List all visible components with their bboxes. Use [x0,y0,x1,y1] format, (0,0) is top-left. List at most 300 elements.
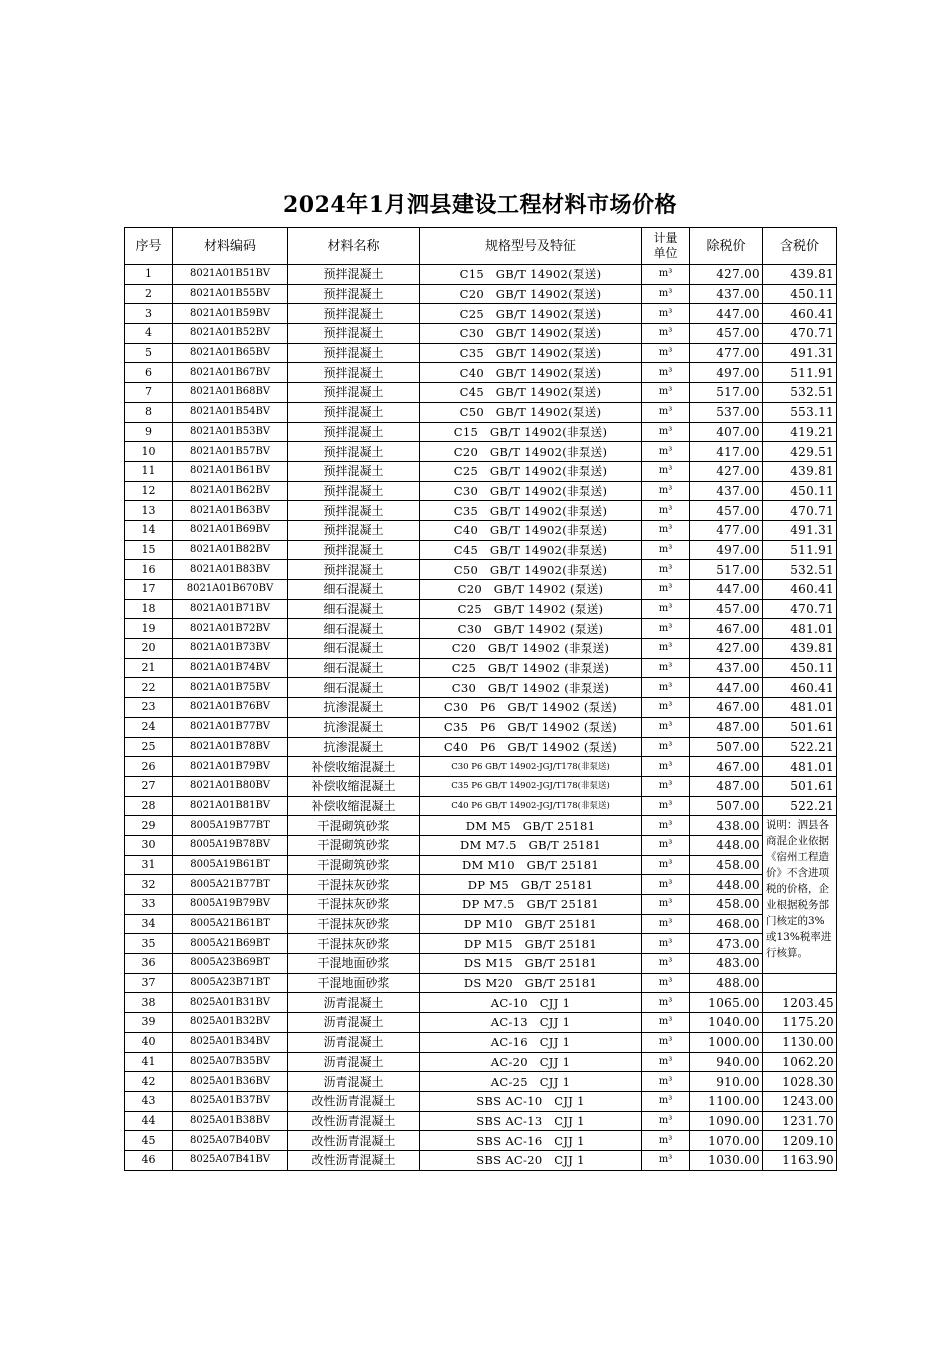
material-name: 预拌混凝土 [288,304,420,324]
row-index: 27 [125,776,173,796]
price-inc-tax: 429.51 [763,442,837,462]
material-spec: C40 P6 GB/T 14902 (泵送) [420,737,642,757]
unit: m³ [642,757,690,777]
material-spec: C45 GB/T 14902(泵送) [420,383,642,403]
material-code: 8021A01B670BV [173,580,288,600]
table-row [125,737,837,757]
material-spec: SBS AC-13 CJJ 1 [420,1111,642,1131]
unit: m³ [642,501,690,521]
price-inc-tax: 511.91 [763,540,837,560]
price-ex-tax: 1090.00 [690,1111,763,1131]
unit: m³ [642,461,690,481]
table-row [125,1072,837,1092]
material-code: 8005A19B77BT [173,816,288,836]
price-ex-tax: 447.00 [690,678,763,698]
material-spec: C25 GB/T 14902(泵送) [420,304,642,324]
price-ex-tax: 497.00 [690,540,763,560]
row-index: 28 [125,796,173,816]
table-row [125,560,837,580]
price-ex-tax: 427.00 [690,461,763,481]
unit: m³ [642,993,690,1013]
row-index: 30 [125,835,173,855]
price-inc-tax: 1130.00 [763,1032,837,1052]
material-name: 沥青混凝土 [288,1052,420,1072]
table-row [125,1131,837,1151]
row-index: 25 [125,737,173,757]
row-index: 19 [125,619,173,639]
price-inc-tax: 501.61 [763,776,837,796]
header-name: 材料名称 [288,228,420,265]
header-code: 材料编码 [173,228,288,265]
table-row [125,481,837,501]
table-row [125,580,837,600]
price-ex-tax: 437.00 [690,658,763,678]
material-code: 8021A01B59BV [173,304,288,324]
row-index: 20 [125,639,173,659]
material-spec: C40 P6 GB/T 14902-JGJ/T178(非泵送) [420,796,642,816]
row-index: 35 [125,934,173,954]
price-inc-tax: 501.61 [763,717,837,737]
material-name: 细石混凝土 [288,639,420,659]
material-code: 8021A01B77BV [173,717,288,737]
table-row [125,895,837,915]
material-spec: DM M5 GB/T 25181 [420,816,642,836]
row-index: 1 [125,265,173,285]
price-ex-tax: 910.00 [690,1072,763,1092]
material-name: 细石混凝土 [288,678,420,698]
price-ex-tax: 457.00 [690,501,763,521]
row-index: 31 [125,855,173,875]
price-inc-tax: 522.21 [763,737,837,757]
unit: m³ [642,1091,690,1111]
price-inc-tax: 532.51 [763,383,837,403]
table-row [125,717,837,737]
pricing-note: 说明：泗县各商混企业依据《宿州工程造价》不含进项税的价格，企业根据税务部门核定的3%或13%税率进行核算。 [763,816,837,974]
table-row [125,639,837,659]
material-name: 预拌混凝土 [288,343,420,363]
material-name: 沥青混凝土 [288,993,420,1013]
material-name: 抗渗混凝土 [288,698,420,718]
price-ex-tax: 487.00 [690,776,763,796]
unit: m³ [642,1032,690,1052]
material-code: 8005A21B77BT [173,875,288,895]
price-inc-tax: 1203.45 [763,993,837,1013]
material-name: 细石混凝土 [288,619,420,639]
unit: m³ [642,284,690,304]
row-index: 38 [125,993,173,1013]
price-inc-tax: 439.81 [763,461,837,481]
price-ex-tax: 507.00 [690,737,763,757]
material-name: 干混砌筑砂浆 [288,816,420,836]
unit: m³ [642,737,690,757]
material-spec: DS M15 GB/T 25181 [420,954,642,974]
price-ex-tax: 473.00 [690,934,763,954]
price-ex-tax: 483.00 [690,954,763,974]
unit: m³ [642,639,690,659]
price-ex-tax: 467.00 [690,619,763,639]
material-name: 预拌混凝土 [288,265,420,285]
material-code: 8021A01B78BV [173,737,288,757]
price-ex-tax: 488.00 [690,973,763,993]
material-spec: C40 GB/T 14902(非泵送) [420,520,642,540]
price-inc-tax: 1209.10 [763,1131,837,1151]
material-code: 8005A19B61BT [173,855,288,875]
material-code: 8005A19B78BV [173,835,288,855]
row-index: 18 [125,599,173,619]
row-index: 7 [125,383,173,403]
price-ex-tax: 507.00 [690,796,763,816]
price-ex-tax: 517.00 [690,560,763,580]
table-row [125,698,837,718]
price-ex-tax: 517.00 [690,383,763,403]
row-index: 32 [125,875,173,895]
material-name: 干混抹灰砂浆 [288,934,420,954]
material-code: 8021A01B51BV [173,265,288,285]
unit: m³ [642,796,690,816]
table-row [125,520,837,540]
material-name: 预拌混凝土 [288,324,420,344]
price-inc-tax: 460.41 [763,304,837,324]
material-code: 8021A01B75BV [173,678,288,698]
unit: m³ [642,540,690,560]
material-spec: DP M15 GB/T 25181 [420,934,642,954]
material-name: 预拌混凝土 [288,284,420,304]
unit: m³ [642,875,690,895]
material-spec: C30 GB/T 14902 (非泵送) [420,678,642,698]
price-ex-tax: 1100.00 [690,1091,763,1111]
material-spec: SBS AC-16 CJJ 1 [420,1131,642,1151]
material-spec: C40 GB/T 14902(泵送) [420,363,642,383]
header-price-ex-tax: 除税价 [690,228,763,265]
price-ex-tax: 1030.00 [690,1150,763,1170]
unit: m³ [642,776,690,796]
row-index: 37 [125,973,173,993]
table-row [125,599,837,619]
material-code: 8025A07B41BV [173,1150,288,1170]
table-row [125,304,837,324]
material-code: 8021A01B62BV [173,481,288,501]
material-code: 8021A01B73BV [173,639,288,659]
material-code: 8021A01B76BV [173,698,288,718]
table-row [125,1032,837,1052]
material-spec: C30 GB/T 14902(泵送) [420,324,642,344]
unit: m³ [642,835,690,855]
price-inc-tax: 1243.00 [763,1091,837,1111]
price-inc-tax: 450.11 [763,481,837,501]
price-inc-tax: 1231.70 [763,1111,837,1131]
price-inc-tax: 553.11 [763,402,837,422]
unit: m³ [642,343,690,363]
material-name: 沥青混凝土 [288,1032,420,1052]
price-inc-tax: 481.01 [763,619,837,639]
table-row [125,914,837,934]
price-ex-tax: 477.00 [690,343,763,363]
material-spec: C25 GB/T 14902 (非泵送) [420,658,642,678]
table-row [125,324,837,344]
table-row [125,1091,837,1111]
price-inc-tax: 491.31 [763,343,837,363]
material-name: 预拌混凝土 [288,383,420,403]
material-name: 预拌混凝土 [288,461,420,481]
row-index: 33 [125,895,173,915]
table-row [125,284,837,304]
material-name: 预拌混凝土 [288,560,420,580]
material-code: 8005A23B71BT [173,973,288,993]
table-row [125,816,837,836]
material-code: 8021A01B81BV [173,796,288,816]
material-code: 8021A01B67BV [173,363,288,383]
row-index: 5 [125,343,173,363]
price-ex-tax: 458.00 [690,855,763,875]
price-inc-tax: 419.21 [763,422,837,442]
row-index: 23 [125,698,173,718]
material-code: 8021A01B53BV [173,422,288,442]
row-index: 22 [125,678,173,698]
price-table [124,227,837,1171]
price-ex-tax: 1000.00 [690,1032,763,1052]
unit: m³ [642,599,690,619]
material-name: 抗渗混凝土 [288,737,420,757]
material-name: 预拌混凝土 [288,540,420,560]
table-row [125,776,837,796]
price-inc-tax: 460.41 [763,580,837,600]
price-ex-tax: 537.00 [690,402,763,422]
material-spec: DM M7.5 GB/T 25181 [420,835,642,855]
material-name: 预拌混凝土 [288,363,420,383]
price-ex-tax: 1070.00 [690,1131,763,1151]
material-code: 8025A01B32BV [173,1013,288,1033]
row-index: 34 [125,914,173,934]
material-name: 干混地面砂浆 [288,973,420,993]
material-spec: AC-20 CJJ 1 [420,1052,642,1072]
price-inc-tax: 450.11 [763,284,837,304]
material-code: 8021A01B61BV [173,461,288,481]
unit: m³ [642,895,690,915]
table-row [125,658,837,678]
table-row [125,973,837,993]
table-row [125,796,837,816]
unit: m³ [642,363,690,383]
price-ex-tax: 467.00 [690,757,763,777]
material-name: 细石混凝土 [288,658,420,678]
material-spec: C25 GB/T 14902 (泵送) [420,599,642,619]
table-row [125,855,837,875]
material-spec: SBS AC-10 CJJ 1 [420,1091,642,1111]
row-index: 8 [125,402,173,422]
table-row [125,422,837,442]
price-ex-tax: 417.00 [690,442,763,462]
price-inc-tax: 470.71 [763,599,837,619]
row-index: 6 [125,363,173,383]
material-spec: AC-13 CJJ 1 [420,1013,642,1033]
price-inc-tax: 439.81 [763,265,837,285]
material-name: 细石混凝土 [288,599,420,619]
table-row [125,1111,837,1131]
unit: m³ [642,1111,690,1131]
material-code: 8021A01B79BV [173,757,288,777]
price-ex-tax: 438.00 [690,816,763,836]
material-name: 沥青混凝土 [288,1013,420,1033]
material-code: 8021A01B82BV [173,540,288,560]
price-inc-tax: 1062.20 [763,1052,837,1072]
price-ex-tax: 437.00 [690,481,763,501]
table-row [125,1150,837,1170]
material-spec: C20 GB/T 14902 (泵送) [420,580,642,600]
row-index: 44 [125,1111,173,1131]
material-spec: C15 GB/T 14902(非泵送) [420,422,642,442]
material-spec: AC-16 CJJ 1 [420,1032,642,1052]
price-ex-tax: 1040.00 [690,1013,763,1033]
table-row [125,954,837,974]
material-name: 补偿收缩混凝土 [288,796,420,816]
row-index: 43 [125,1091,173,1111]
table-row [125,363,837,383]
row-index: 16 [125,560,173,580]
unit: m³ [642,619,690,639]
row-index: 29 [125,816,173,836]
price-ex-tax: 447.00 [690,304,763,324]
material-code: 8021A01B52BV [173,324,288,344]
material-spec: AC-25 CJJ 1 [420,1072,642,1092]
material-name: 细石混凝土 [288,580,420,600]
row-index: 11 [125,461,173,481]
row-index: 12 [125,481,173,501]
header-row [125,228,837,265]
material-code: 8021A01B72BV [173,619,288,639]
table-row [125,265,837,285]
header-index: 序号 [125,228,173,265]
material-spec: C50 GB/T 14902(非泵送) [420,560,642,580]
row-index: 36 [125,954,173,974]
table-row [125,540,837,560]
price-ex-tax: 487.00 [690,717,763,737]
row-index: 42 [125,1072,173,1092]
table-row [125,678,837,698]
material-code: 8025A01B37BV [173,1091,288,1111]
material-spec: C35 GB/T 14902(泵送) [420,343,642,363]
price-ex-tax: 468.00 [690,914,763,934]
table-row [125,461,837,481]
material-spec: AC-10 CJJ 1 [420,993,642,1013]
material-code: 8025A01B34BV [173,1032,288,1052]
material-code: 8021A01B57BV [173,442,288,462]
unit: m³ [642,422,690,442]
material-code: 8005A21B61BT [173,914,288,934]
price-inc-tax: 450.11 [763,658,837,678]
material-code: 8021A01B54BV [173,402,288,422]
material-spec: C30 P6 GB/T 14902 (泵送) [420,698,642,718]
unit: m³ [642,934,690,954]
material-code: 8021A01B63BV [173,501,288,521]
price-inc-tax-empty [763,973,837,993]
material-code: 8021A01B80BV [173,776,288,796]
material-code: 8021A01B83BV [173,560,288,580]
unit: m³ [642,580,690,600]
table-row [125,993,837,1013]
unit: m³ [642,1052,690,1072]
unit: m³ [642,816,690,836]
material-name: 预拌混凝土 [288,501,420,521]
unit: m³ [642,1131,690,1151]
material-name: 干混抹灰砂浆 [288,895,420,915]
material-code: 8005A21B69BT [173,934,288,954]
material-code: 8021A01B69BV [173,520,288,540]
unit: m³ [642,442,690,462]
table-row [125,757,837,777]
material-name: 预拌混凝土 [288,402,420,422]
header-price-inc-tax: 含税价 [763,228,837,265]
material-name: 干混砌筑砂浆 [288,855,420,875]
table-row [125,1013,837,1033]
unit: m³ [642,954,690,974]
material-code: 8005A23B69BT [173,954,288,974]
material-spec: C30 P6 GB/T 14902-JGJ/T178(非泵送) [420,757,642,777]
material-code: 8005A19B79BV [173,895,288,915]
material-spec: C35 P6 GB/T 14902 (泵送) [420,717,642,737]
header-spec: 规格型号及特征 [420,228,642,265]
material-code: 8025A01B36BV [173,1072,288,1092]
row-index: 24 [125,717,173,737]
price-ex-tax: 497.00 [690,363,763,383]
price-inc-tax: 481.01 [763,698,837,718]
material-spec: C30 GB/T 14902(非泵送) [420,481,642,501]
unit: m³ [642,481,690,501]
material-name: 预拌混凝土 [288,422,420,442]
material-spec: C35 GB/T 14902(非泵送) [420,501,642,521]
price-inc-tax: 460.41 [763,678,837,698]
unit: m³ [642,383,690,403]
unit: m³ [642,658,690,678]
header-unit [642,228,690,265]
material-name: 干混抹灰砂浆 [288,914,420,934]
row-index: 45 [125,1131,173,1151]
material-name: 沥青混凝土 [288,1072,420,1092]
price-inc-tax: 1028.30 [763,1072,837,1092]
price-ex-tax: 447.00 [690,580,763,600]
unit: m³ [642,520,690,540]
material-spec: DP M5 GB/T 25181 [420,875,642,895]
material-spec: C45 GB/T 14902(非泵送) [420,540,642,560]
table-row [125,383,837,403]
unit: m³ [642,1013,690,1033]
price-inc-tax: 470.71 [763,501,837,521]
material-code: 8021A01B55BV [173,284,288,304]
unit: m³ [642,1150,690,1170]
material-spec: C20 GB/T 14902(非泵送) [420,442,642,462]
material-spec: C30 GB/T 14902 (泵送) [420,619,642,639]
row-index: 2 [125,284,173,304]
material-spec: SBS AC-20 CJJ 1 [420,1150,642,1170]
material-code: 8025A07B40BV [173,1131,288,1151]
material-code: 8025A01B38BV [173,1111,288,1131]
table-row [125,1052,837,1072]
material-name: 干混抹灰砂浆 [288,875,420,895]
unit: m³ [642,973,690,993]
row-index: 21 [125,658,173,678]
table-row [125,619,837,639]
price-inc-tax: 511.91 [763,363,837,383]
table-row [125,343,837,363]
material-spec: C35 P6 GB/T 14902-JGJ/T178(非泵送) [420,776,642,796]
unit: m³ [642,1072,690,1092]
material-spec: DP M10 GB/T 25181 [420,914,642,934]
row-index: 13 [125,501,173,521]
row-index: 3 [125,304,173,324]
header-unit-bottom: 单位 [653,246,678,260]
row-index: 17 [125,580,173,600]
material-name: 预拌混凝土 [288,442,420,462]
price-inc-tax: 439.81 [763,639,837,659]
